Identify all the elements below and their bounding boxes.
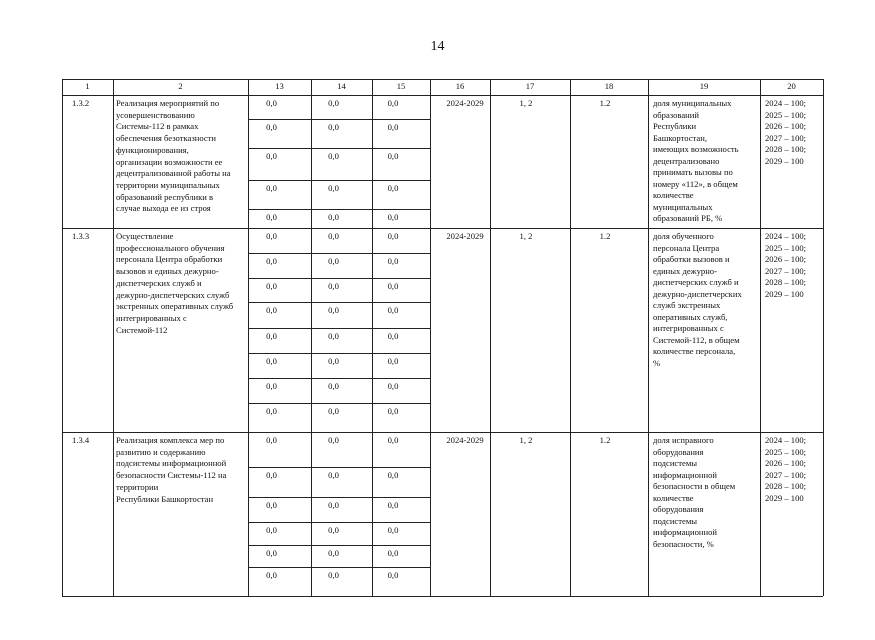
row-number: 1.3.2 xyxy=(72,98,90,108)
indicator-line: дежурно-диспетчерских xyxy=(653,288,742,299)
indicator-line: принимать вызовы по xyxy=(653,167,733,177)
indicator-line: децентрализовано xyxy=(653,155,720,166)
column-17-value: 1, 2 xyxy=(519,231,533,241)
funding-value: 0,0 xyxy=(328,256,339,266)
value-subrow-divider xyxy=(248,328,430,329)
funding-value: 0,0 xyxy=(266,500,277,510)
value-subrow-divider xyxy=(248,522,430,523)
target-value-line: 2029 – 100 xyxy=(765,288,804,299)
indicator-line: муниципальных xyxy=(653,201,713,212)
row-divider xyxy=(62,596,823,597)
implementation-period: 2024-2029 xyxy=(446,435,484,445)
indicator-line: оперативных служб, xyxy=(653,311,728,322)
target-value-line: 2025 – 100; xyxy=(765,242,807,253)
indicator-line: количестве персонала, xyxy=(653,346,736,356)
value-subrow-divider xyxy=(248,253,430,254)
column-header: 17 xyxy=(525,81,535,91)
table-border-right xyxy=(823,79,824,596)
funding-value: 0,0 xyxy=(328,406,339,416)
funding-value: 0,0 xyxy=(266,435,277,445)
funding-value: 0,0 xyxy=(266,256,277,266)
funding-value: 0,0 xyxy=(266,331,277,341)
column-18-value: 1.2 xyxy=(599,98,611,108)
column-header: 2 xyxy=(178,81,183,91)
indicator-line: диспетчерских служб и xyxy=(653,277,739,287)
value-subrow-divider xyxy=(248,378,430,379)
column-header: 13 xyxy=(275,81,284,91)
value-subrow-divider xyxy=(248,119,430,120)
activity-name-line: Системы-112 в рамках xyxy=(116,121,199,132)
target-value-line: 2027 – 100; xyxy=(765,469,807,480)
funding-value: 0,0 xyxy=(387,256,399,266)
funding-value: 0,0 xyxy=(387,525,399,535)
implementation-period: 2024-2029 xyxy=(446,98,484,108)
page-number: 14 xyxy=(430,39,445,54)
funding-value: 0,0 xyxy=(387,548,399,558)
funding-value: 0,0 xyxy=(387,281,399,291)
funding-value: 0,0 xyxy=(328,470,339,480)
target-value-line: 2027 – 100; xyxy=(765,265,807,276)
funding-value: 0,0 xyxy=(328,381,339,391)
funding-value: 0,0 xyxy=(387,406,399,416)
value-subrow-divider xyxy=(248,302,430,303)
activity-name-line: профессионального обучения xyxy=(116,242,225,253)
funding-value: 0,0 xyxy=(387,98,399,108)
indicator-line: Башкортостан, xyxy=(653,132,707,143)
funding-value: 0,0 xyxy=(266,525,277,535)
funding-value: 0,0 xyxy=(328,281,339,291)
funding-value: 0,0 xyxy=(266,231,277,241)
funding-value: 0,0 xyxy=(266,305,277,315)
row-divider xyxy=(62,432,823,433)
target-value-line: 2029 – 100 xyxy=(765,155,804,166)
activity-name-line: децентрализованной работы на xyxy=(116,168,231,179)
activity-name-line: случае выхода ее из строя xyxy=(116,203,211,214)
funding-value: 0,0 xyxy=(328,183,339,193)
indicator-line: информационной xyxy=(653,527,718,537)
indicator-line: % xyxy=(653,357,661,368)
funding-value: 0,0 xyxy=(387,356,399,366)
indicator-line: обработки вызовов и xyxy=(653,254,730,264)
indicator-line: интегрированных с xyxy=(653,323,724,333)
indicator-line: доля исправного xyxy=(653,435,714,445)
column-divider xyxy=(760,79,761,596)
value-subrow-divider xyxy=(248,567,430,568)
funding-value: 0,0 xyxy=(266,470,277,480)
activity-name-line: интегрированных с xyxy=(116,312,187,323)
activity-name-line: территории муниципальных xyxy=(116,179,220,190)
column-divider xyxy=(311,79,312,596)
target-value-line: 2028 – 100; xyxy=(765,144,807,154)
funding-value: 0,0 xyxy=(266,183,277,193)
indicator-line: единых дежурно- xyxy=(653,265,717,276)
funding-value: 0,0 xyxy=(266,98,277,108)
funding-value: 0,0 xyxy=(328,435,339,445)
target-value-line: 2026 – 100; xyxy=(765,121,807,131)
activity-name-line: территории xyxy=(116,481,159,492)
target-value-line: 2026 – 100; xyxy=(765,254,807,264)
funding-value: 0,0 xyxy=(387,435,399,445)
funding-value: 0,0 xyxy=(266,406,277,416)
indicator-line: оборудования xyxy=(653,446,704,457)
funding-value: 0,0 xyxy=(266,548,277,558)
column-header: 16 xyxy=(455,81,465,91)
activity-name-line: организации возможности ее xyxy=(116,156,223,167)
row-number: 1.3.4 xyxy=(72,435,90,445)
column-divider xyxy=(648,79,649,596)
activity-name-line: развитию и содержанию xyxy=(116,446,206,457)
value-subrow-divider xyxy=(248,545,430,546)
activity-name-line: вызовов и единых дежурно- xyxy=(116,266,219,277)
column-divider xyxy=(570,79,571,596)
funding-value: 0,0 xyxy=(328,212,339,222)
activity-name-line: функционирования, xyxy=(116,144,189,155)
indicator-line: служб экстренных xyxy=(653,300,721,310)
funding-value: 0,0 xyxy=(387,570,399,580)
funding-value: 0,0 xyxy=(387,183,399,193)
activity-name-line: безопасности Системы-112 на xyxy=(116,470,227,481)
value-subrow-divider xyxy=(248,148,430,149)
activity-name-line: персонала Центра обработки xyxy=(116,254,223,265)
header-divider xyxy=(62,95,823,96)
indicator-line: номеру «112», в общем xyxy=(653,178,738,189)
value-subrow-divider xyxy=(248,209,430,210)
funding-value: 0,0 xyxy=(387,381,399,391)
funding-value: 0,0 xyxy=(328,151,339,161)
table-border-top xyxy=(62,79,823,80)
target-value-line: 2025 – 100; xyxy=(765,109,807,120)
funding-value: 0,0 xyxy=(328,500,339,510)
indicator-line: доля муниципальных xyxy=(653,98,732,108)
funding-value: 0,0 xyxy=(266,281,277,291)
activity-name-line: Осуществление xyxy=(116,231,174,241)
funding-value: 0,0 xyxy=(266,212,277,222)
value-subrow-divider xyxy=(248,497,430,498)
activity-name-line: Республики Башкортостан xyxy=(116,493,214,504)
funding-value: 0,0 xyxy=(387,122,399,132)
indicator-line: количестве xyxy=(653,492,694,503)
activity-name-line: образований республики в xyxy=(116,191,214,202)
column-header: 20 xyxy=(787,81,796,91)
target-value-line: 2024 – 100; xyxy=(765,231,807,241)
column-header: 1 xyxy=(85,81,90,91)
target-value-line: 2024 – 100; xyxy=(765,98,807,108)
column-divider xyxy=(248,79,249,596)
funding-value: 0,0 xyxy=(387,500,399,510)
value-subrow-divider xyxy=(248,403,430,404)
activity-name-line: диспетчерских служб и xyxy=(116,277,202,288)
indicator-line: Республики xyxy=(653,121,697,131)
funding-value: 0,0 xyxy=(328,548,339,558)
value-subrow-divider xyxy=(248,180,430,181)
target-value-line: 2028 – 100; xyxy=(765,481,807,491)
funding-value: 0,0 xyxy=(328,98,339,108)
indicator-line: информационной xyxy=(653,469,718,480)
activity-name-line: усовершенствованию xyxy=(116,109,195,120)
funding-value: 0,0 xyxy=(387,212,399,222)
activity-name-line: Системой-112 xyxy=(116,324,168,335)
activity-name-line: подсистемы информационной xyxy=(116,458,227,469)
row-number: 1.3.3 xyxy=(72,231,90,241)
funding-value: 0,0 xyxy=(266,381,277,391)
activity-name-line: Реализация комплекса мер по xyxy=(116,435,225,445)
indicator-line: оборудования xyxy=(653,504,704,514)
funding-value: 0,0 xyxy=(328,305,339,315)
column-17-value: 1, 2 xyxy=(519,98,533,108)
target-value-line: 2029 – 100 xyxy=(765,492,804,503)
funding-value: 0,0 xyxy=(328,570,339,580)
target-value-line: 2027 – 100; xyxy=(765,132,807,143)
funding-value: 0,0 xyxy=(387,305,399,315)
column-18-value: 1.2 xyxy=(599,435,611,445)
funding-value: 0,0 xyxy=(328,356,339,366)
column-header: 15 xyxy=(396,81,406,91)
column-18-value: 1.2 xyxy=(599,231,611,241)
target-value-line: 2026 – 100; xyxy=(765,458,807,468)
indicator-line: образований xyxy=(653,109,699,120)
value-subrow-divider xyxy=(248,467,430,468)
indicator-line: имеющих возможность xyxy=(653,144,739,154)
column-header: 18 xyxy=(604,81,614,91)
activity-name-line: дежурно-диспетчерских служб xyxy=(116,289,230,300)
column-divider xyxy=(113,79,114,596)
funding-value: 0,0 xyxy=(266,122,277,132)
activity-name-line: экстренных оперативных служб xyxy=(116,301,234,312)
indicator-line: персонала Центра xyxy=(653,242,720,253)
funding-value: 0,0 xyxy=(328,525,339,535)
activity-name-line: Реализация мероприятий по xyxy=(116,98,220,108)
indicator-line: подсистемы xyxy=(653,515,698,526)
indicator-line: количестве xyxy=(653,190,694,200)
funding-value: 0,0 xyxy=(387,470,399,480)
column-17-value: 1, 2 xyxy=(519,435,533,445)
funding-value: 0,0 xyxy=(328,122,339,132)
funding-value: 0,0 xyxy=(266,570,277,580)
indicator-line: подсистемы xyxy=(653,458,698,468)
value-subrow-divider xyxy=(248,278,430,279)
funding-value: 0,0 xyxy=(328,231,339,241)
target-value-line: 2025 – 100; xyxy=(765,446,807,457)
column-divider xyxy=(490,79,491,596)
value-subrow-divider xyxy=(248,353,430,354)
indicator-line: образований РБ, % xyxy=(653,213,723,223)
funding-value: 0,0 xyxy=(387,331,399,341)
funding-value: 0,0 xyxy=(266,151,277,161)
indicator-line: безопасности в общем xyxy=(653,481,736,491)
indicator-line: Системой-112, в общем xyxy=(653,334,740,345)
target-value-line: 2028 – 100; xyxy=(765,277,807,287)
table-border-left xyxy=(62,79,63,596)
funding-value: 0,0 xyxy=(387,231,399,241)
row-divider xyxy=(62,228,823,229)
implementation-period: 2024-2029 xyxy=(446,231,484,241)
activity-name-line: обеспечения безотказности xyxy=(116,133,217,144)
column-divider xyxy=(430,79,431,596)
indicator-line: безопасности, % xyxy=(653,538,714,549)
funding-value: 0,0 xyxy=(387,151,399,161)
funding-value: 0,0 xyxy=(266,356,277,366)
indicator-line: доля обученного xyxy=(653,231,714,241)
column-header: 19 xyxy=(699,81,709,91)
column-header: 14 xyxy=(337,81,346,91)
funding-value: 0,0 xyxy=(328,331,339,341)
target-value-line: 2024 – 100; xyxy=(765,435,807,445)
